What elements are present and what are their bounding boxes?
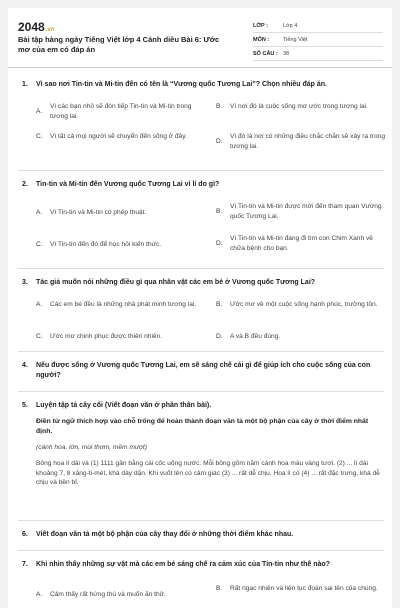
option-letter: C.: [36, 133, 43, 140]
option-b[interactable]: [216, 584, 386, 594]
question-text: Luyện tập tả cây cối (Viết đoạn văn ở phần thân bài).: [36, 402, 212, 409]
option-b[interactable]: [216, 102, 386, 112]
logo-text: 2048: [18, 20, 45, 34]
option-text: Vì nơi đó là cuộc sống mơ ước trong tương lai.: [230, 103, 368, 110]
divider: [18, 391, 384, 392]
option-text: Rất ngạc nhiên và liên tục đoán sai tên của chúng.: [230, 585, 378, 592]
option-text: Vì các bạn nhỏ sẽ đón tiếp Tin-tin và Mi-tin trong tương lai.: [50, 103, 192, 120]
option-c[interactable]: [36, 332, 206, 342]
document-title: Bài tập hàng ngày Tiếng Việt lớp 4 Cánh diều Bài 6: Ước mơ của em có đáp án: [18, 35, 220, 54]
option-text: Vì Tin-tin đến đó để học hỏi kiến thức.: [50, 241, 162, 248]
option-text: A và B đều đúng.: [230, 333, 281, 340]
option-text: Vì tất cả mọi người sẽ chuyển đến sống ở đây.: [50, 133, 187, 140]
option-text: Ước mơ về một cuộc sống hạnh phúc, trường tồn.: [230, 301, 378, 308]
meta-key: LỚP :: [253, 22, 268, 29]
option-a[interactable]: [36, 102, 206, 121]
word-hint: (cánh hoa, lớn, mùi thơm, mềm mượt): [36, 444, 148, 451]
option-letter: B.: [216, 301, 223, 308]
option-c[interactable]: [36, 132, 206, 142]
instruction-text: Điền từ ngữ thích hợp vào chỗ trống để hoàn thành đoạn văn tả một bộ phận của cây ở thời điểm nhất định.: [36, 418, 369, 435]
question-3: [18, 278, 384, 350]
divider: [18, 520, 384, 521]
option-a[interactable]: [36, 208, 206, 218]
meta-row-count: [253, 47, 383, 61]
option-a[interactable]: [36, 300, 206, 310]
meta-table: [253, 19, 383, 61]
site-logo[interactable]: [18, 20, 54, 34]
question-number: 1.: [22, 81, 28, 88]
option-letter: B.: [216, 207, 223, 215]
question-1: [18, 80, 384, 154]
meta-value: 38: [283, 50, 290, 57]
question-2: [18, 180, 384, 254]
question-5: [18, 401, 384, 488]
divider: [18, 351, 384, 352]
option-d[interactable]: [216, 132, 386, 151]
divider: [18, 550, 384, 551]
option-letter: C.: [36, 241, 43, 248]
question-text: Viết đoạn văn tả một bộ phận của cây thay đổi ở những thời điểm khác nhau.: [36, 531, 294, 538]
question-text: Tác giả muốn nói những điều gì qua nhân vật các em bé ở Vương quốc Tương Lai?: [36, 279, 316, 286]
option-letter: A.: [36, 301, 43, 308]
question-number: 3.: [22, 279, 28, 286]
question-text: Tin-tin và Mi-tin đến Vương quốc Tương Lai vì lí do gì?: [36, 181, 220, 188]
worksheet-page: [8, 8, 392, 608]
option-letter: D.: [216, 239, 223, 247]
question-7: [18, 560, 384, 608]
option-d[interactable]: [216, 332, 386, 342]
divider: [18, 170, 384, 171]
meta-value: Lớp 4: [283, 22, 298, 29]
option-text: Các em bé đều là những nhà phát minh tương lai.: [50, 301, 197, 308]
meta-value: Tiếng Việt: [283, 36, 308, 43]
question-number: 7.: [22, 561, 28, 568]
page-header: [8, 8, 392, 68]
option-letter: D.: [216, 137, 223, 145]
meta-key: SỐ CÂU :: [253, 50, 278, 57]
option-text: Cảm thấy rất hứng thú và muốn ăn thử.: [50, 591, 166, 598]
question-number: 5.: [22, 402, 28, 409]
option-text: Vì Tin-tin và Mi-tin được mời đến tham quan Vương quốc Tương Lai.: [230, 203, 382, 220]
option-b[interactable]: [216, 300, 386, 310]
option-letter: A.: [36, 591, 43, 598]
question-number: 4.: [22, 362, 28, 369]
option-d[interactable]: [216, 234, 386, 253]
option-letter: A.: [36, 107, 43, 115]
meta-row-subject: [253, 33, 383, 47]
option-letter: C.: [36, 333, 43, 340]
divider: [18, 268, 384, 269]
option-text: Vì Tin-tin và Mi-tin có phép thuật.: [50, 209, 147, 216]
option-a[interactable]: [36, 590, 206, 600]
question-4: [18, 361, 384, 381]
option-letter: A.: [36, 209, 43, 216]
option-text: Ước mơ chinh phục được thiên nhiên.: [50, 333, 163, 340]
option-letter: B.: [216, 103, 223, 110]
question-number: 2.: [22, 181, 28, 188]
fill-in-paragraph: Bông hoa lí dài và (1) 1111 gần bằng cái cốc uống nước. Mỗi bông gồm năm cánh hoa màu vàng tươi. (2) ... lì dài khoảng 7, 8 xăng-ti-mét, khá dày dặn. Khi vuốt lên có cảm giác (3) ... rất dễ chịu. Hoa lí có (4) ... rất đặc trưng, khá dễ chịu và bền bỉ.: [36, 460, 380, 486]
question-number: 6.: [22, 531, 28, 538]
option-b[interactable]: [216, 202, 386, 221]
question-6: [18, 530, 384, 540]
logo-suffix: .vn: [45, 27, 55, 33]
meta-row-class: [253, 19, 383, 33]
option-letter: D.: [216, 333, 223, 340]
meta-key: MÔN :: [253, 36, 270, 43]
question-text: Khi nhìn thấy những sự vật mà các em bé sáng chế ra cảm xúc của Tin-tin như thế nào?: [36, 561, 330, 568]
option-c[interactable]: [36, 240, 206, 250]
option-text: Vì Tin-tin và Mi-tin đang đi tìm con Chim Xanh về chữa bệnh cho bạn.: [230, 235, 373, 252]
question-text: Nếu được sống ở Vương quốc Tương Lai, em sẽ sáng chế cái gì để giúp ích cho cuộc sống của con người?: [36, 362, 371, 379]
question-text: Vì sao nơi Tin-tin và Mi-tin đến có tên là “Vương quốc Tương Lai”? Chọn nhiều đáp án.: [36, 81, 327, 88]
option-letter: B.: [216, 585, 223, 592]
option-text: Vì đó là nơi có những điều chắc chắn sẽ xảy ra trong tương lai.: [230, 133, 385, 150]
